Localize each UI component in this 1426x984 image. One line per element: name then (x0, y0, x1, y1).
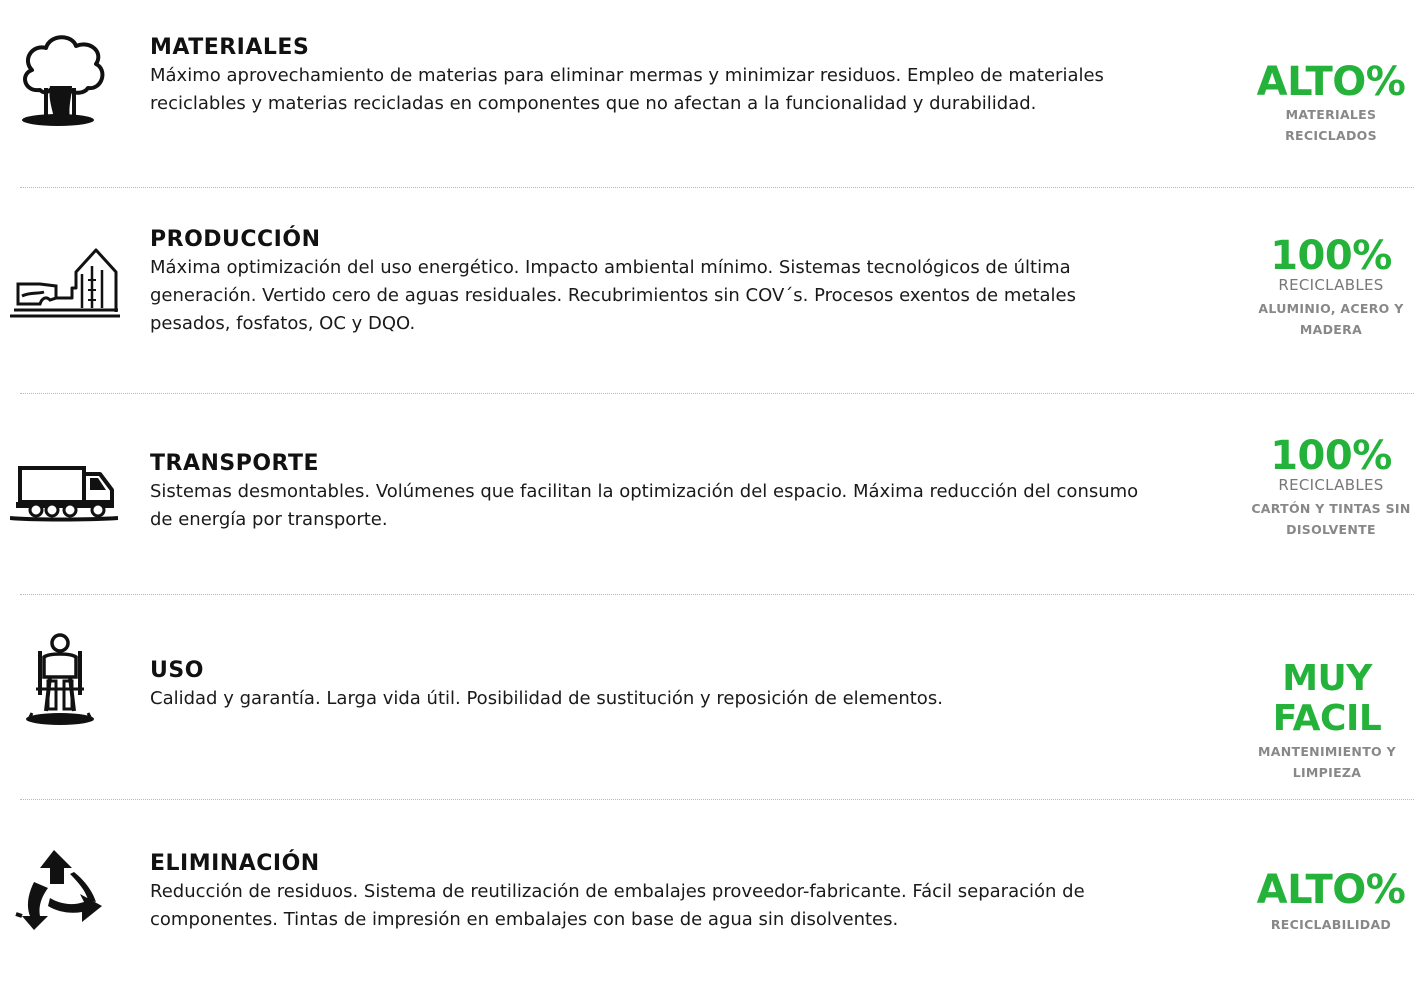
stat-block (1234, 659, 1420, 783)
stat-unit: RECICLABLES (1278, 476, 1384, 494)
stat-subtitle: RECICLABILIDAD (1270, 917, 1392, 932)
section-title: TRANSPORTE (150, 451, 320, 476)
person-chair-icon (10, 631, 120, 731)
stat-subtitle: MATERIALES RECICLADOS (1285, 107, 1377, 143)
stat-subtitle: MANTENIMIENTO Y LIMPIEZA (1258, 744, 1396, 780)
stat-subtitle: ALUMINIO, ACERO Y MADERA (1258, 301, 1404, 337)
tree-icon (10, 30, 120, 130)
stat-value: 100% (1270, 433, 1392, 479)
stat-unit: RECICLABLES (1278, 276, 1384, 294)
stat-value: ALTO% (1256, 867, 1406, 913)
section-title: ELIMINACIÓN (150, 851, 320, 876)
section-produccion (0, 188, 1426, 393)
section-uso (0, 595, 1426, 800)
section-title: PRODUCCIÓN (150, 227, 321, 252)
truck-icon (10, 460, 120, 524)
stat-block (1236, 59, 1426, 146)
section-description: Sistemas desmontables. Volúmenes que facilitan la optimización del espacio. Máxima reducción del consumo de energía por transporte. (150, 481, 1139, 530)
section-title: MATERIALES (150, 35, 310, 60)
stat-value: 100% (1270, 233, 1392, 279)
section-description: Calidad y garantía. Larga vida útil. Posibilidad de sustitución y reposición de elementos. (150, 688, 943, 709)
section-description: Reducción de residuos. Sistema de reutilización de embalajes proveedor-fabricante. Fácil separación de componentes. Tintas de impresión en embalajes con base de agua sin disolventes. (150, 881, 1085, 930)
stat-block (1236, 867, 1426, 935)
recycle-icon (10, 844, 120, 934)
factory-icon (10, 244, 120, 324)
section-transporte (0, 394, 1426, 594)
section-materiales (0, 0, 1426, 185)
section-eliminacion (0, 800, 1426, 984)
stat-block (1236, 233, 1426, 340)
section-description: Máxima optimización del uso energético. Impacto ambiental mínimo. Sistemas tecnológicos de última generación. Vertido cero de aguas residuales. Recubrimientos sin COV´s. Procesos exentos de metales pesados, fosfatos, OC y DQO. (150, 257, 1076, 334)
stat-subtitle: CARTÓN Y TINTAS SIN DISOLVENTE (1251, 501, 1411, 537)
section-title: USO (150, 658, 204, 683)
section-description: Máximo aprovechamiento de materias para eliminar mermas y minimizar residuos. Empleo de materiales reciclables y materias recicladas en componentes que no afectan a la funcionalidad y durabilidad. (150, 65, 1104, 114)
stat-value: ALTO% (1256, 59, 1406, 105)
stat-value: MUY FACIL (1272, 658, 1382, 739)
stat-block (1236, 433, 1426, 540)
